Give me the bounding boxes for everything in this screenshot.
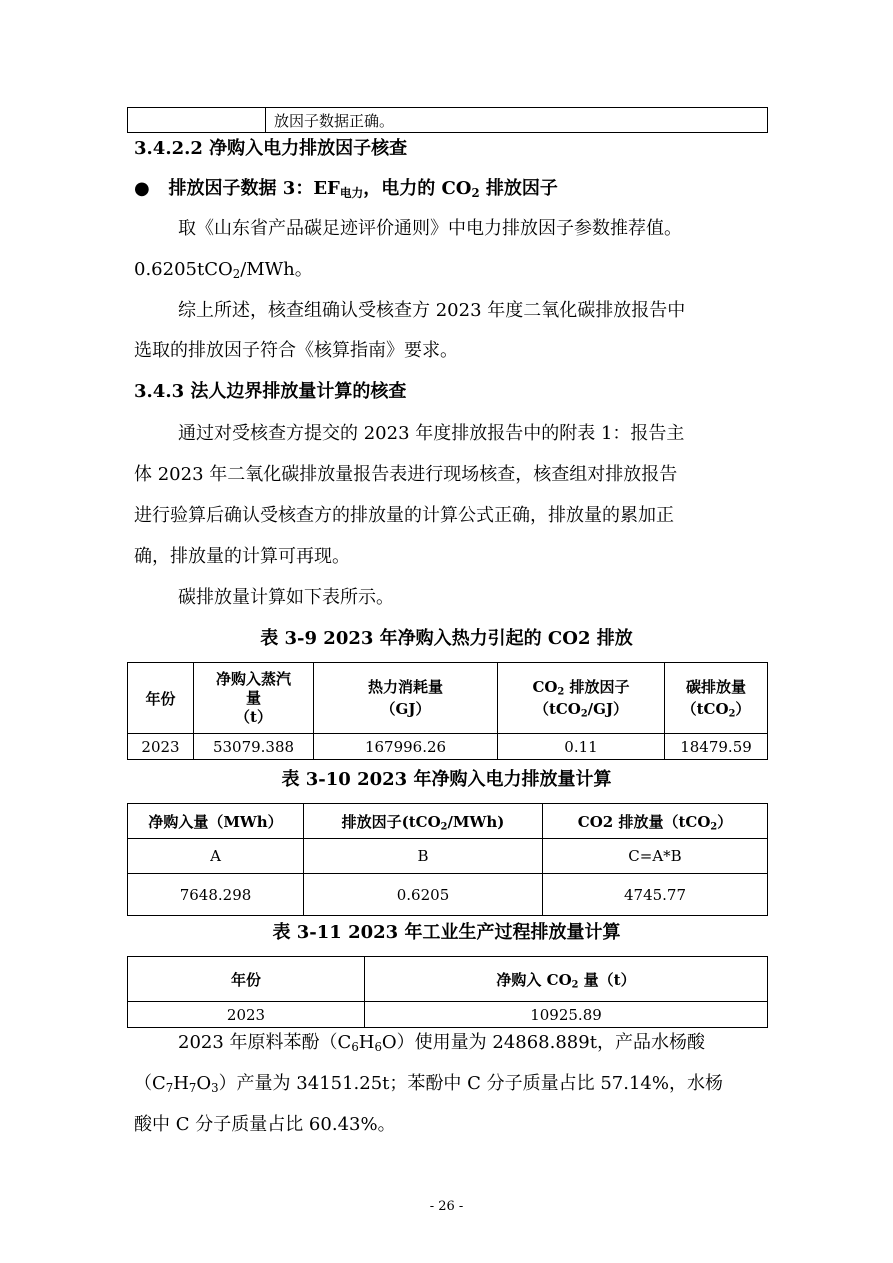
cell-val-b: 0.6205	[304, 874, 543, 916]
cell-year: 2023	[128, 734, 194, 760]
section-heading-3422: 3.4.2.2 净购入电力排放因子核查	[134, 138, 408, 159]
header-emission-factor: $CO_2$ 排放因子 （tCO$_2$/GJ）	[498, 663, 665, 734]
table-row	[128, 839, 768, 874]
table-row	[128, 1002, 768, 1028]
table-3-9	[127, 662, 768, 760]
cell-ef: 0.11	[498, 734, 665, 760]
table-caption-3-10: 表 3-10 2023 年净购入电力排放量计算	[281, 769, 612, 790]
cell-val-c: 4745.77	[543, 874, 768, 916]
paragraph-line: 碳排放量计算如下表所示。	[178, 587, 394, 608]
section-heading-343: 3.4.3 法人边界排放量计算的核查	[134, 381, 407, 402]
paragraph-line: 进行验算后确认受核查方的排放量的计算公式正确，排放量的累加正	[134, 505, 674, 526]
header-year: 年份	[128, 663, 194, 734]
bullet-icon: ●	[134, 178, 150, 199]
header-steam: 净购入蒸汽 量 （t）	[194, 663, 314, 734]
bullet-heading: ● 排放因子数据 3：$EF_{电力}$，电力的 $CO_2$ 排放因子	[134, 178, 558, 200]
header-year: 年份	[128, 957, 365, 1002]
page-number: - 26 -	[429, 1199, 464, 1214]
table-caption-3-9: 表 3-9 2023 年净购入热力引起的 CO2 排放	[260, 628, 633, 649]
header-factor: 排放因子(tCO$_2$/MWh)	[304, 804, 543, 839]
cell-year: 2023	[128, 1002, 365, 1028]
header-co2-amount: 净购入 $CO_2$ 量（t）	[365, 957, 768, 1002]
cell-sym-b: B	[304, 839, 543, 874]
cell-emission: 18479.59	[665, 734, 768, 760]
empty-cell	[128, 108, 266, 133]
paragraph-line: 2023 年原料苯酚$(C_6H_6O)$使用量为 24868.889t，产品水杨酸	[178, 1032, 705, 1054]
table-row	[128, 734, 768, 760]
header-purchased: 净购入量（MWh）	[128, 804, 304, 839]
cell-sym-c: C=A*B	[543, 839, 768, 874]
paragraph-line: 取《山东省产品碳足迹评价通则》中电力排放因子参数推荐值。	[178, 218, 682, 239]
header-heat: 热力消耗量 （GJ）	[314, 663, 498, 734]
table-cell: 放因子数据正确。	[266, 108, 768, 133]
continued-table	[127, 107, 768, 133]
paragraph-line: 通过对受核查方提交的 2023 年度排放报告中的附表 1：报告主	[178, 423, 685, 444]
paragraph-line: 选取的排放因子符合《核算指南》要求。	[134, 340, 458, 361]
cell-val-a: 7648.298	[128, 874, 304, 916]
table-caption-3-11: 表 3-11 2023 年工业生产过程排放量计算	[272, 922, 621, 943]
paragraph-line: 综上所述，核查组确认受核查方 2023 年度二氧化碳排放报告中	[178, 300, 686, 321]
paragraph-line: 确，排放量的计算可再现。	[134, 546, 350, 567]
cell-steam: 53079.388	[194, 734, 314, 760]
paragraph-line: 0.6205tCO$_2$/MWh。	[134, 259, 313, 281]
cell-value: 10925.89	[365, 1002, 768, 1028]
cell-sym-a: A	[128, 839, 304, 874]
table-3-10	[127, 803, 768, 916]
header-emission: 碳排放量 （tCO$_2$）	[665, 663, 768, 734]
paragraph-line: $(C_7H_7O_3)$产量为 34151.25t；苯酚中 C 分子质量占比 57.14%，水杨	[134, 1073, 723, 1095]
cell-heat: 167996.26	[314, 734, 498, 760]
table-row	[128, 874, 768, 916]
header-co2: CO2 排放量（tCO$_2$）	[543, 804, 768, 839]
paragraph-line: 体 2023 年二氧化碳排放量报告表进行现场核查，核查组对排放报告	[134, 464, 678, 485]
table-3-11	[127, 956, 768, 1028]
paragraph-line: 酸中 C 分子质量占比 60.43%。	[134, 1114, 396, 1135]
